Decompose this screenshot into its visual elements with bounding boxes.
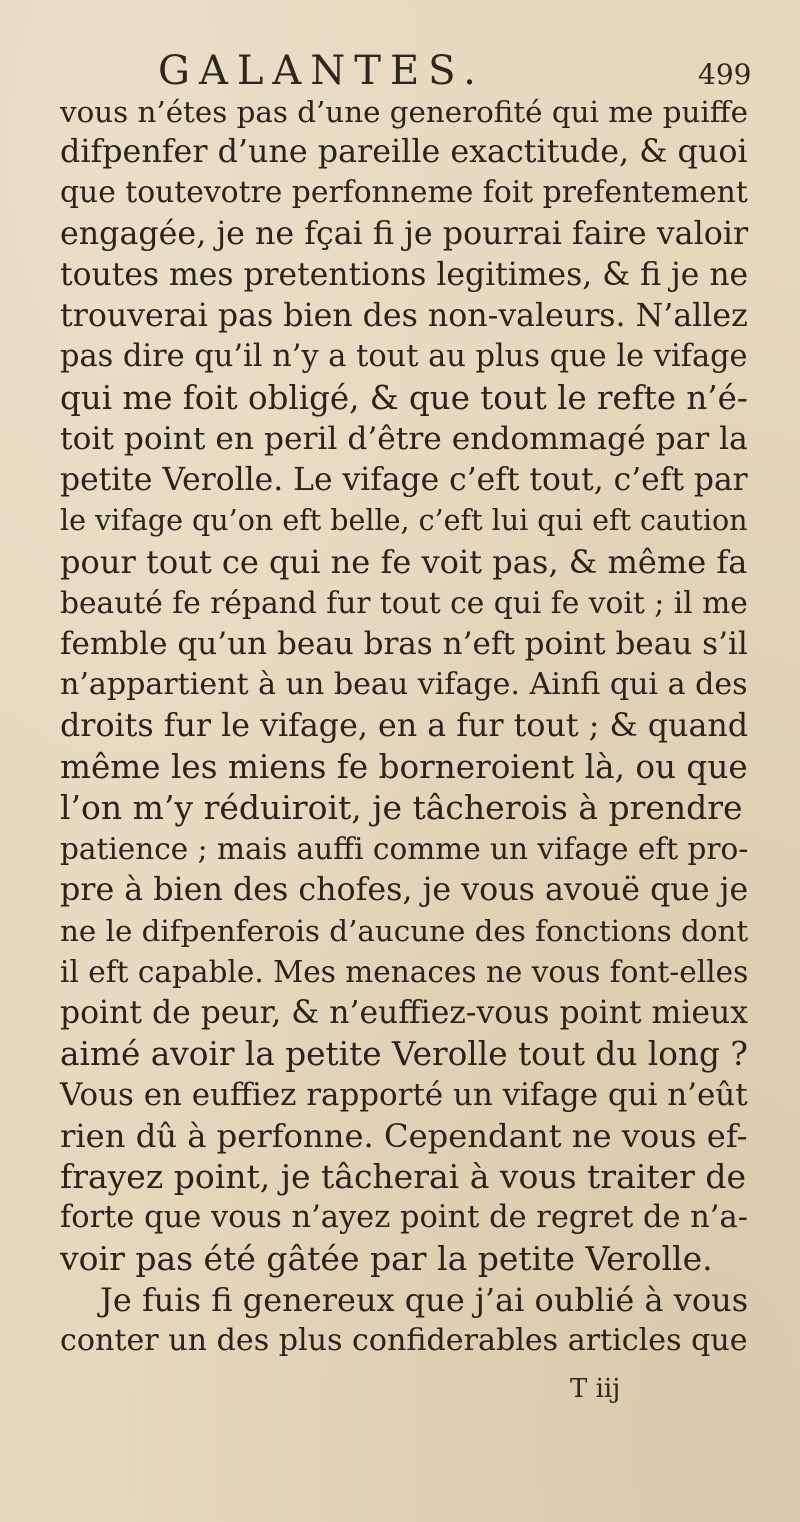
text-line: ne le difpenferois d’aucune des fonctions dont: [60, 914, 749, 948]
text-line: pre à bien des chofes, je vous avouë que je: [60, 872, 749, 908]
text-line: le vifage qu’on eft belle, c’eft lui qui eft caution: [60, 504, 748, 537]
running-title: GALANTES.: [158, 48, 485, 94]
text-line: n’appartient à un beau vifage. Ainfi qui a des: [60, 667, 748, 702]
text-line: toutes mes pretentions legitimes, & fi je ne: [60, 257, 749, 293]
text-line: petite Verolle. Le vifage c’eft tout, c’eft par: [60, 462, 748, 498]
text-line: même les miens fe borneroient là, ou que: [60, 748, 748, 786]
text-line: que toutevotre perfonneme foit prefentement: [60, 175, 748, 210]
text-line: point de peur, & n’euffiez-vous point mieux: [60, 995, 748, 1031]
text-line: pas dire qu’il n’y a tout au plus que le vifage: [60, 339, 748, 374]
text-line: il eft capable. Mes menaces ne vous font-elles: [60, 955, 749, 989]
page-header: [0, 48, 800, 98]
text-line: droits fur le vifage, en a fur tout ; & quand: [60, 708, 749, 744]
text-line: voir pas été gâtée par la petite Verolle.: [60, 1239, 713, 1278]
text-line: Vous en euffiez rapporté un vifage qui n’eût: [60, 1077, 748, 1113]
text-line: toit point en peril d’être endommagé par la: [60, 421, 748, 457]
text-line: qui me foit obligé, & que tout le refte n’é-: [60, 379, 748, 417]
text-line: rien dû à perfonne. Cependant ne vous ef-: [60, 1117, 748, 1155]
text-line: femble qu’un beau bras n’eft point beau s’il: [60, 626, 748, 662]
text-line: l’on m’y réduiroit, je tâcherois à prendre: [60, 788, 743, 827]
text-line: Je fuis fi genereux que j’ai oublié à vous: [100, 1281, 749, 1319]
text-line: vous n’étes pas d’une generofité qui me puiffe: [60, 95, 748, 129]
text-line: engagée, je ne fçai fi je pourrai faire valoir: [60, 216, 749, 252]
text-line: forte que vous n’ayez point de regret de n’a-: [60, 1200, 748, 1235]
text-line: beauté fe répand fur tout ce qui fe voit ; il me: [60, 585, 748, 620]
signature-mark: T iij: [570, 1374, 621, 1404]
page-number: 499: [698, 58, 752, 91]
text-line: trouverai pas bien des non-valeurs. N’allez: [60, 298, 748, 334]
text-line: difpenfer d’une pareille exactitude, & quoi: [60, 134, 748, 170]
text-line: conter un des plus confiderables articles que: [60, 1323, 748, 1358]
text-line: frayez point, je tâcherai à vous traiter de: [60, 1157, 747, 1196]
text-line: aimé avoir la petite Verolle tout du long ?: [60, 1035, 748, 1073]
text-line: pour tout ce qui ne fe voit pas, & même fa: [60, 543, 748, 581]
text-line: patience ; mais auffi comme un vifage eft pro-: [60, 832, 749, 866]
